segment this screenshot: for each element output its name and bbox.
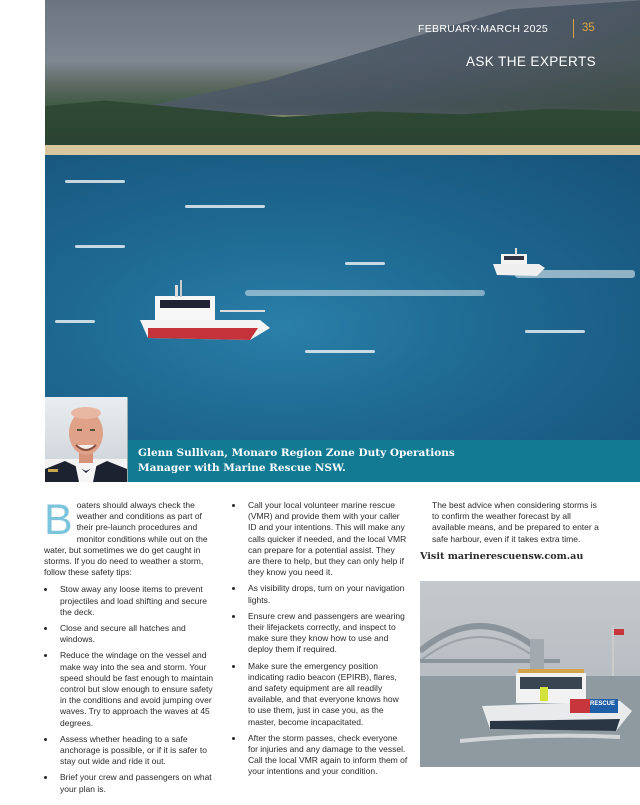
second-boat-icon xyxy=(493,248,545,276)
tips-list-2 xyxy=(232,500,408,778)
list-item: • Call your local volunteer marine rescue (VMR) and provide them with your caller ID and your intentions. This will make any calls quicker if needed, and the local VMR can prepare for a potential assist. They are there to help, but they can only help if they know you need it. xyxy=(244,500,408,578)
intro-text: oaters should always check the weather and conditions as part of their pre-launch procedures and monitor conditions while out on the water, but sometimes we do get caught in storms. If you do need to weather a storm, follow these safety tips: xyxy=(44,500,208,578)
issue-date: FEBRUARY-MARCH 2025 xyxy=(418,23,548,35)
list-item: • Close and secure all hatches and windows. xyxy=(56,623,220,645)
harbour-photo xyxy=(420,581,640,767)
sea xyxy=(45,155,640,440)
expert-caption: Glenn Sullivan, Monaro Region Zone Duty Operations Manager with Marine Rescue NSW. xyxy=(138,447,455,474)
harbour-bridge-icon xyxy=(420,581,640,767)
wave-foam xyxy=(75,245,125,248)
list-item: • Stow away any loose items to prevent projectiles and load shifting and secure the deck. xyxy=(56,584,220,618)
list-item: • As visibility drops, turn on your navigation lights. xyxy=(244,583,408,605)
rescue-boat-icon xyxy=(140,280,270,342)
tips-list-1 xyxy=(44,584,220,794)
list-item: • Ensure crew and passengers are wearing their lifejackets correctly, and inspect to make sure they know how to use and deploy them if required. xyxy=(244,611,408,656)
wave-foam xyxy=(305,350,375,353)
website-link[interactable]: Visit marinerescuensw.com.au xyxy=(420,550,584,562)
article-column-1 xyxy=(44,496,220,800)
page-number: 35 xyxy=(582,22,595,34)
list-item: • Brief your crew and passengers on what your plan is. xyxy=(56,772,220,794)
person-icon xyxy=(45,397,127,482)
wave-foam xyxy=(55,320,95,323)
wave-foam xyxy=(185,205,265,208)
drop-cap: B xyxy=(44,496,73,544)
list-item: • Assess whether heading to a safe anchorage is possible, or if it is safer to stay out wide and ride it out. xyxy=(56,734,220,768)
intro-paragraph xyxy=(44,496,220,578)
wave-foam xyxy=(525,330,585,333)
wave-foam xyxy=(65,180,125,183)
boat-wake xyxy=(245,290,485,296)
list-item: • Make sure the emergency position indicating radio beacon (EPIRB), flares, and safety equipment are all readily available, and that everyone knows how to use them, just in case you, as the master, become incapacitated. xyxy=(244,661,408,728)
list-item: • After the storm passes, check everyone for injuries and any damage to the vessel. Call the local VMR again to inform them of your intentions and your condition. xyxy=(244,733,408,778)
wave-foam xyxy=(345,262,385,265)
beach xyxy=(45,145,640,155)
expert-portrait xyxy=(45,397,128,482)
article-column-2 xyxy=(232,500,408,783)
section-title: ASK THE EXPERTS xyxy=(465,54,596,69)
header-divider xyxy=(573,19,574,38)
advice-paragraph: The best advice when considering storms is to confirm the weather forecast by all available means, and be prepared to enter a safe harbour, even if it takes extra time. xyxy=(432,500,599,544)
list-item: • Reduce the windage on the vessel and make way into the sea and storm. Your speed should be fast enough to maintain control but slow enough to ensure safety in the conditions and avoid jumping over waves. Try to approach the waves at 45 degrees. xyxy=(56,650,220,728)
article-column-3 xyxy=(420,500,600,568)
rescue-hull-text: RESCUE xyxy=(590,701,616,707)
